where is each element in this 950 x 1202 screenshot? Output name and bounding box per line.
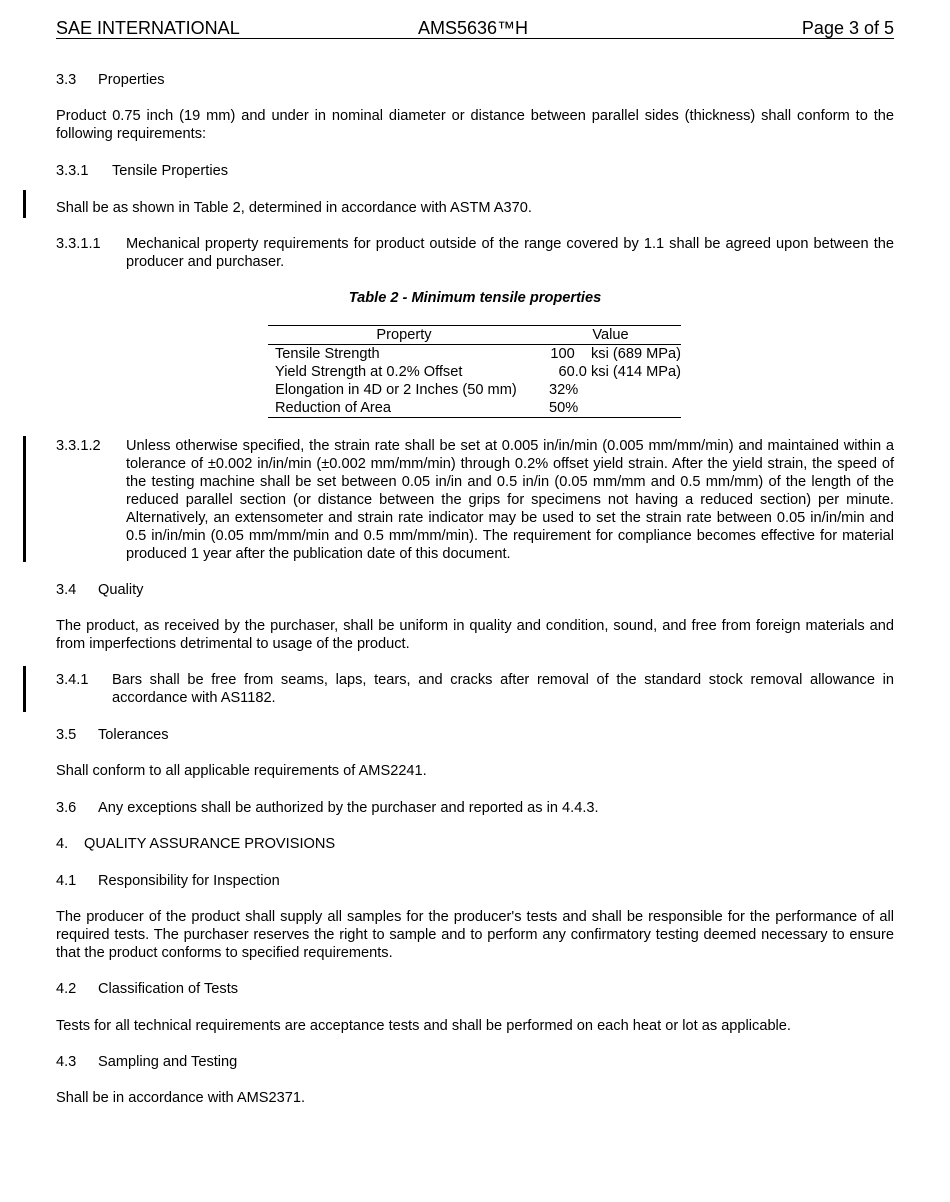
paragraph-3-3-1: Shall be as shown in Table 2, determined in accordance with ASTM A370. xyxy=(56,200,532,216)
table-header-property: Property xyxy=(376,327,432,343)
table-row xyxy=(268,363,681,381)
paragraph-4-1: The producer of the product shall supply all samples for the producer's tests and shall be responsible for the performance of all required tests. The purchaser reserves the right to sample and to perform any confirmatory testing deemed necessary to ensure that the product conforms to specified requirements. xyxy=(56,909,894,961)
table-row xyxy=(268,345,681,364)
section-title: Classification of Tests xyxy=(98,981,239,997)
section-3-5-heading xyxy=(56,726,356,744)
section-text: Any exceptions shall be authorized by the purchaser and reported as in 4.4.3. xyxy=(98,800,599,816)
section-4-3-heading xyxy=(56,1053,456,1071)
section-3-6 xyxy=(56,799,894,817)
table-header-value: Value xyxy=(592,327,629,343)
section-number: 3.4.1 xyxy=(56,672,89,688)
section-4-2-heading xyxy=(56,980,456,998)
section-number: 3.3.1.1 xyxy=(56,236,101,252)
table-row xyxy=(268,399,681,417)
section-4-1-heading xyxy=(56,872,456,890)
table-cell-value: 100 ksi (689 MPa) xyxy=(550,346,681,362)
revision-change-bar xyxy=(23,666,26,712)
section-text: Mechanical property requirements for product outside of the range covered by 1.1 shall be agreed upon between the producer and purchaser. xyxy=(126,236,894,270)
paragraph-3-4: The product, as received by the purchaser, shall be uniform in quality and condition, sound, and free from foreign materials and from imperfections detrimental to usage of the product. xyxy=(56,618,894,652)
paragraph-3-5: Shall conform to all applicable requirements of AMS2241. xyxy=(56,763,427,779)
section-3-4-1 xyxy=(56,671,894,707)
section-title: Sampling and Testing xyxy=(98,1054,238,1070)
header-org: SAE INTERNATIONAL xyxy=(56,18,240,38)
header-doc-number: AMS5636™H xyxy=(418,18,529,38)
section-number: 3.5 xyxy=(56,727,77,743)
table-cell-property: Elongation in 4D or 2 Inches (50 mm) xyxy=(275,382,517,398)
section-3-4-heading xyxy=(56,581,356,599)
table-cell-value: 32% xyxy=(549,382,579,398)
section-number: 3.3 xyxy=(56,72,77,88)
header-page-number: Page 3 of 5 xyxy=(801,18,894,38)
table-cell-value: 60.0 ksi (414 MPa) xyxy=(558,364,681,380)
section-number: 3.3.1.2 xyxy=(56,438,101,454)
table-cell-property: Reduction of Area xyxy=(275,400,392,416)
section-number: 3.4 xyxy=(56,582,77,598)
table-cell-property: Tensile Strength xyxy=(275,346,380,362)
section-title: Tolerances xyxy=(98,727,169,743)
section-title: Properties xyxy=(98,72,165,88)
paragraph-3-3: Product 0.75 inch (19 mm) and under in nominal diameter or distance between parallel sides (thickness) shall conform to the following requirements: xyxy=(56,108,894,142)
table-2 xyxy=(268,325,681,418)
section-3-3-1-heading xyxy=(56,162,356,180)
section-3-3-1-2 xyxy=(56,437,894,563)
revision-change-bar xyxy=(23,436,26,562)
section-number: 4. xyxy=(56,836,69,852)
table-2-caption: Table 2 - Minimum tensile properties xyxy=(348,290,602,306)
section-number: 4.2 xyxy=(56,981,77,997)
section-title: QUALITY ASSURANCE PROVISIONS xyxy=(84,836,336,852)
section-title: Quality xyxy=(98,582,144,598)
section-text: Bars shall be free from seams, laps, tears, and cracks after removal of the standard stock removal allowance in accordance with AS1182. xyxy=(112,672,894,706)
revision-change-bar xyxy=(23,190,26,218)
section-number: 3.3.1 xyxy=(56,163,89,179)
section-3-3-heading xyxy=(56,71,165,89)
table-cell-property: Yield Strength at 0.2% Offset xyxy=(275,364,463,380)
section-3-3-1-1 xyxy=(56,235,894,271)
paragraph-4-2: Tests for all technical requirements are acceptance tests and shall be performed on each heat or lot as applicable. xyxy=(56,1018,791,1034)
section-number: 4.3 xyxy=(56,1054,77,1070)
table-row xyxy=(268,381,681,399)
paragraph-4-3: Shall be in accordance with AMS2371. xyxy=(56,1090,306,1106)
section-text: Unless otherwise specified, the strain rate shall be set at 0.005 in/in/min (0.005 mm/mm/min) and maintained within a tolerance of ±0.002 in/in/min (±0.002 mm/mm/min) through 0.2% offset yield strain. After the yield strain, the speed of the testing machine shall be set between 0.05 in/in and 0.5 in/in (0.05 mm/mm and 0.5 mm/mm) of the length of the reduced parallel section (or distance between the grips for specimens not having a reduced section) per minute. Alternatively, an extensometer and strain rate indicator may be used to set the strain rate between 0.05 in/in/min and 0.5 in/in/min (0.05 mm/mm/min and 0.5 mm/mm/min). The requirement for compliance becomes effective for material produced 1 year after the publication date of this document. xyxy=(126,438,894,562)
section-4-heading xyxy=(56,835,556,853)
section-title: Tensile Properties xyxy=(112,163,228,179)
table-cell-value: 50% xyxy=(549,400,579,416)
section-title: Responsibility for Inspection xyxy=(98,873,280,889)
section-number: 4.1 xyxy=(56,873,77,889)
section-number: 3.6 xyxy=(56,800,77,816)
page-header xyxy=(56,16,894,39)
